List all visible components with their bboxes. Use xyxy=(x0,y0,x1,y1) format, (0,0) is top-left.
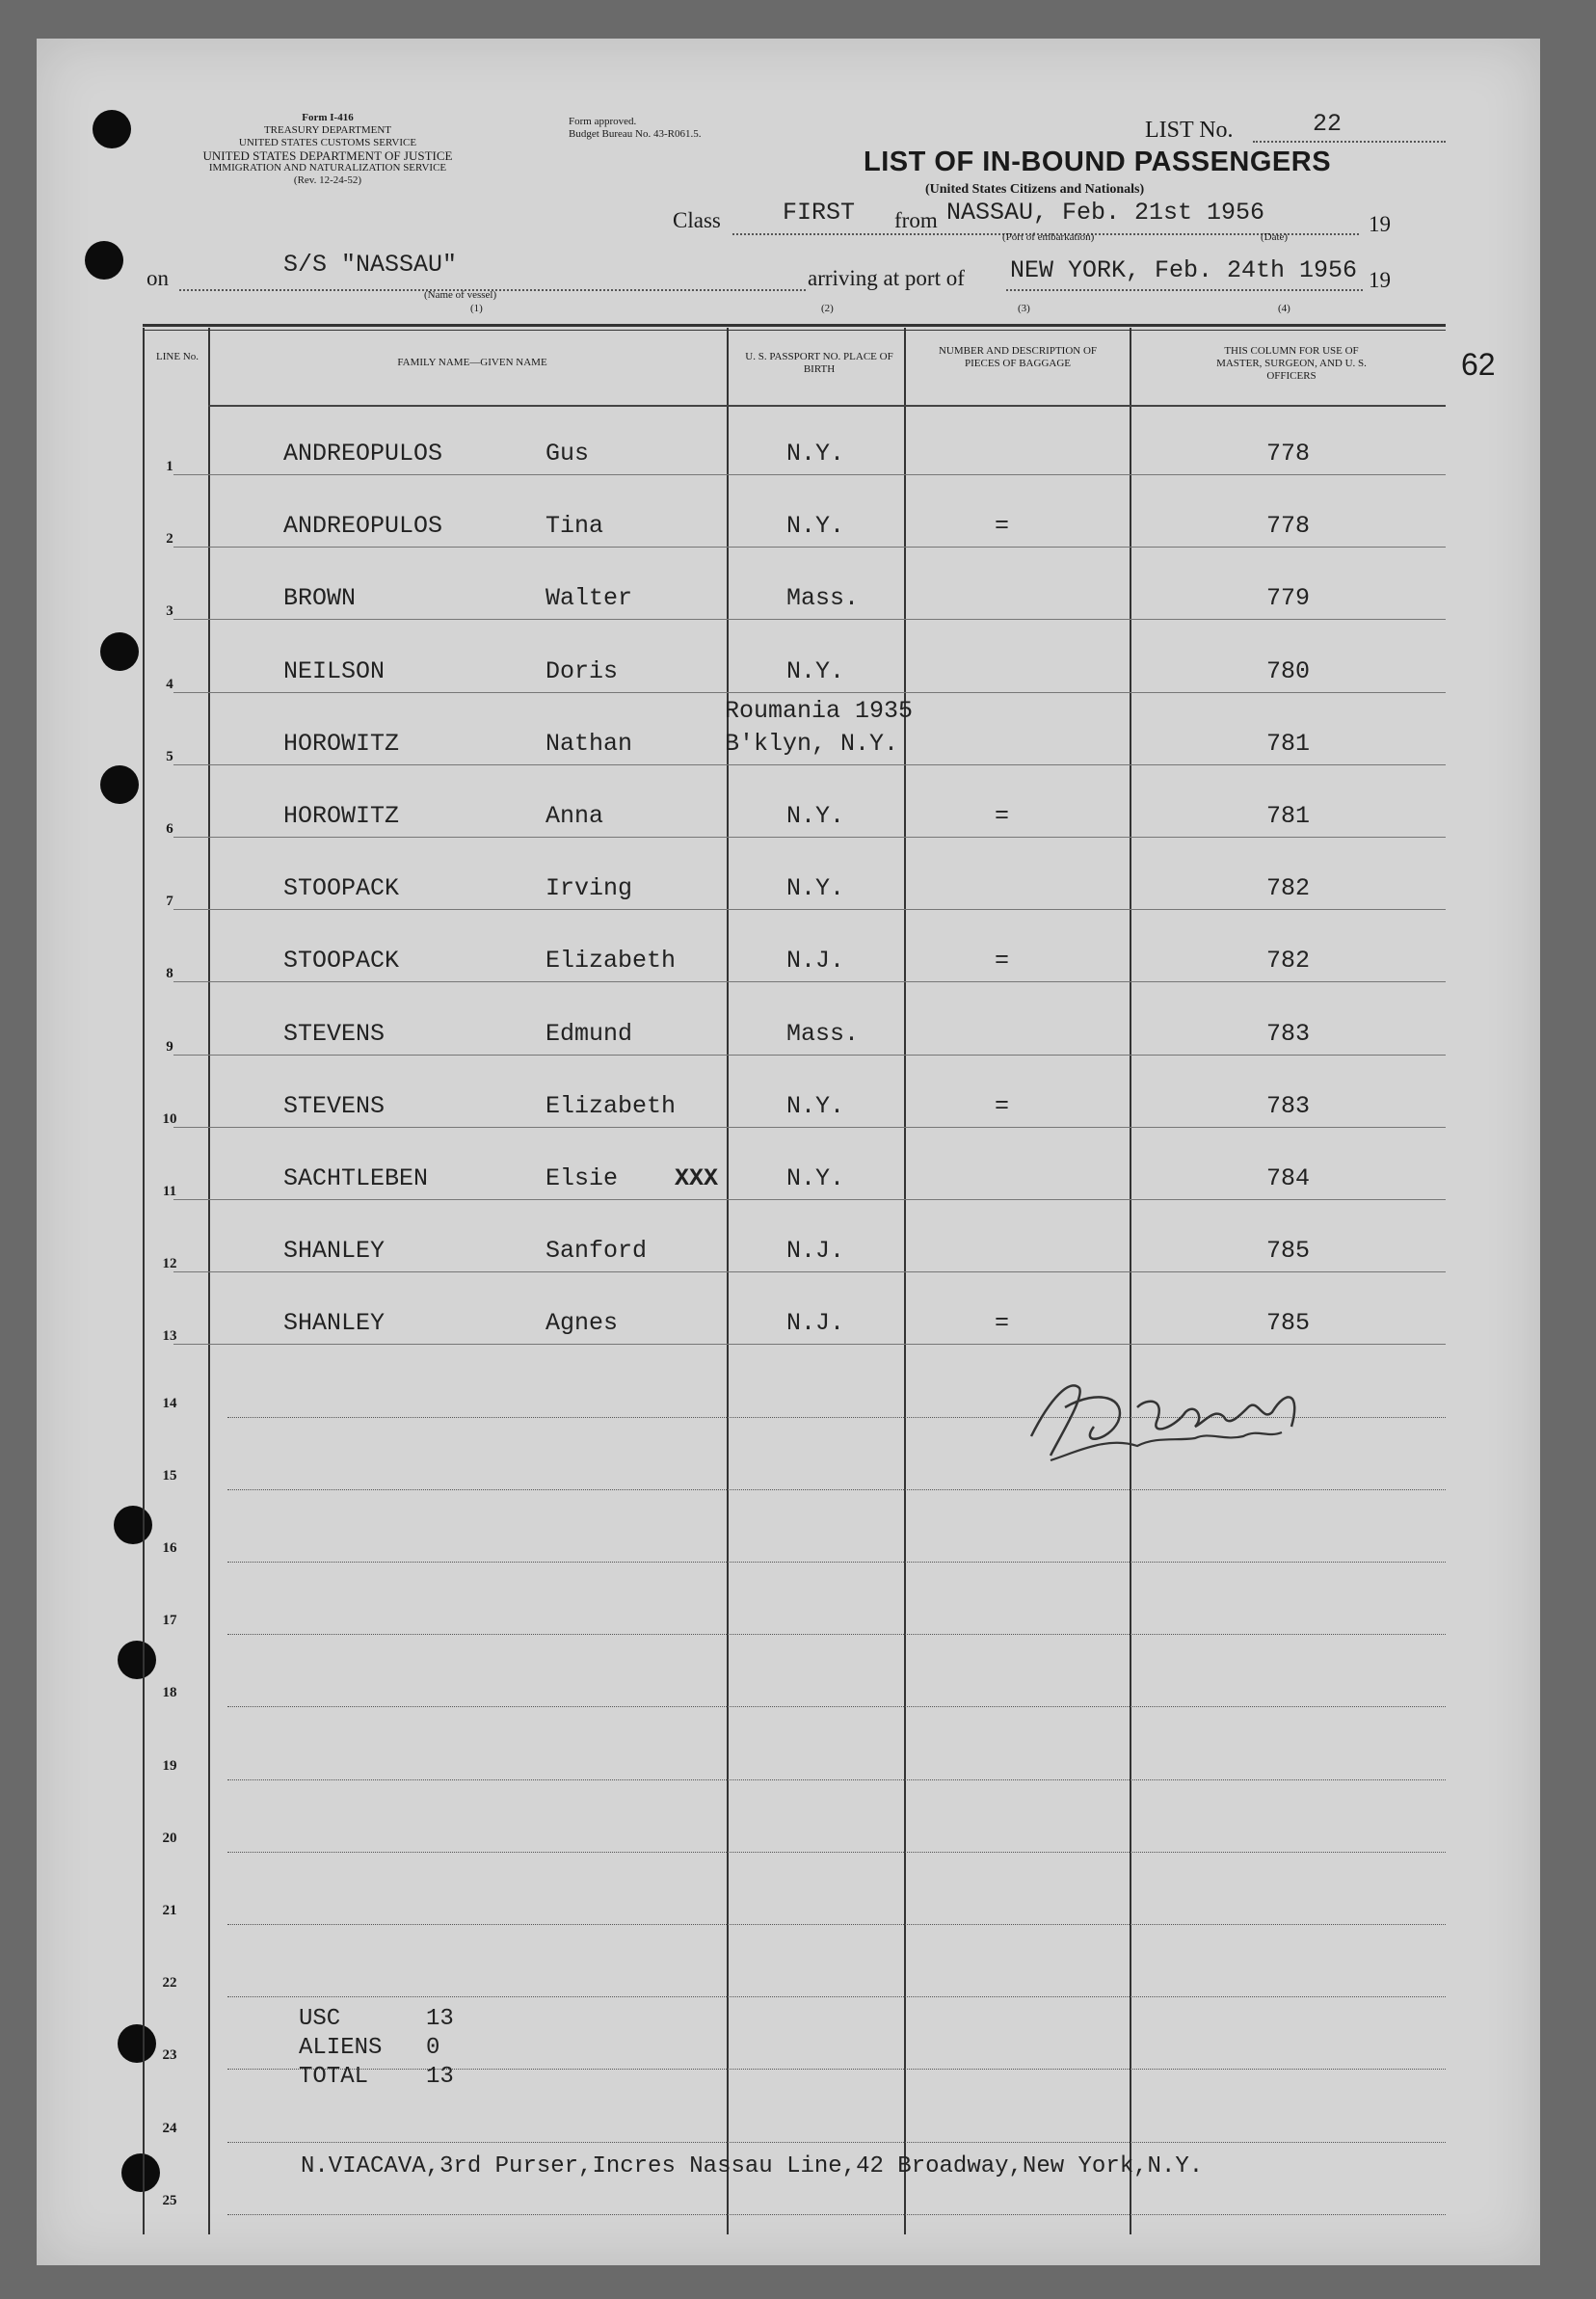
line-number: 3 xyxy=(166,603,173,620)
birth-place: N.Y. xyxy=(786,874,845,903)
line-number: 9 xyxy=(166,1038,173,1055)
totals-block xyxy=(299,2005,454,2092)
line-number: 24 xyxy=(162,2120,177,2136)
family-name: SACHTLEBEN xyxy=(283,1164,429,1192)
line-number: 2 xyxy=(166,531,173,548)
line-number: 15 xyxy=(162,1467,177,1484)
family-name: SHANLEY xyxy=(283,1237,386,1266)
family-name: HOROWITZ xyxy=(283,729,400,758)
baggage-mark: = xyxy=(995,1309,1010,1338)
arrival-value: NEW YORK, Feb. 24th 1956 xyxy=(1010,256,1358,284)
total-value: 13 xyxy=(426,2064,454,2090)
birth-place: N.J. xyxy=(786,947,845,976)
date-label: (Date) xyxy=(1261,231,1289,243)
on-label: on xyxy=(146,266,169,290)
line-number: 6 xyxy=(166,821,173,837)
customs-label: UNITED STATES CUSTOMS SERVICE xyxy=(238,137,417,148)
from-label: from xyxy=(894,208,938,232)
empty-line-rule xyxy=(227,1996,1446,1997)
family-name: STOOPACK xyxy=(283,874,400,903)
aliens-label: ALIENS xyxy=(299,2035,383,2061)
family-name: ANDREOPULOS xyxy=(283,512,443,541)
officer-number: 782 xyxy=(1266,947,1311,976)
list-no-label: LIST No. xyxy=(1145,118,1234,143)
treasury-label: TREASURY DEPARTMENT xyxy=(263,124,392,136)
form-number: Form I-416 xyxy=(302,112,354,123)
port-embark-label: (Port of embarkation) xyxy=(1002,231,1095,243)
given-name: Elizabeth xyxy=(545,1091,677,1120)
line-number: 13 xyxy=(162,1328,177,1345)
officer-number: 783 xyxy=(1266,1091,1311,1120)
given-name: Tina xyxy=(545,512,604,541)
line-number: 18 xyxy=(162,1685,177,1701)
officer-number: 781 xyxy=(1266,802,1311,830)
punch-hole xyxy=(85,241,123,280)
line-number: 16 xyxy=(162,1540,177,1556)
list-no-value: 22 xyxy=(1313,110,1343,138)
empty-line-rule xyxy=(227,1779,1446,1780)
year-suffix: 19 xyxy=(1369,212,1391,236)
baggage-mark: = xyxy=(995,947,1010,976)
line-number: 14 xyxy=(162,1395,177,1411)
given-name: Edmund xyxy=(545,1019,633,1048)
empty-line-rule xyxy=(227,1924,1446,1925)
empty-line-rule xyxy=(227,1562,1446,1563)
header-line-no: LINE No. xyxy=(156,351,199,362)
signature xyxy=(1012,1369,1340,1475)
family-name: STEVENS xyxy=(283,1019,386,1048)
line-number: 8 xyxy=(166,966,173,982)
form-approved-label: Form approved. xyxy=(569,116,637,127)
empty-line-rule xyxy=(227,1852,1446,1853)
given-name: Elsie xyxy=(545,1164,619,1192)
given-name: Anna xyxy=(545,802,604,830)
header-name: FAMILY NAME—GIVEN NAME xyxy=(397,357,547,368)
officer-number: 778 xyxy=(1266,440,1311,468)
line-number: 20 xyxy=(162,1830,177,1846)
line-number: 17 xyxy=(162,1613,177,1629)
header-passport: U. S. PASSPORT NO. PLACE OF BIRTH xyxy=(745,351,893,375)
line-number: 1 xyxy=(166,459,173,474)
officer-number: 780 xyxy=(1266,656,1311,685)
line-number: 21 xyxy=(162,1903,177,1918)
family-name: STOOPACK xyxy=(283,947,400,976)
budget-bureau-label: Budget Bureau No. 43-R061.5. xyxy=(569,128,702,140)
struck-text: XXX xyxy=(675,1164,719,1192)
punch-hole xyxy=(93,110,131,148)
officer-number: 785 xyxy=(1266,1309,1311,1338)
vessel-name: S/S "NASSAU" xyxy=(283,251,458,279)
revision-label: (Rev. 12-24-52) xyxy=(293,174,362,186)
header-baggage: NUMBER AND DESCRIPTION OF PIECES OF BAGGAGE xyxy=(938,345,1098,369)
given-name: Elizabeth xyxy=(545,947,677,976)
line-number: 7 xyxy=(166,894,173,910)
page-title: LIST OF IN-BOUND PASSENGERS xyxy=(864,147,1332,177)
given-name: Gus xyxy=(545,440,590,468)
given-name: Sanford xyxy=(545,1237,648,1266)
birth-place: N.Y. xyxy=(786,802,845,830)
usc-label: USC xyxy=(299,2006,341,2032)
line-number: 19 xyxy=(162,1757,177,1774)
justice-label: UNITED STATES DEPARTMENT OF JUSTICE xyxy=(202,148,453,163)
class-label: Class xyxy=(673,208,721,232)
birth-place: Mass. xyxy=(786,1019,860,1048)
birth-place: N.J. xyxy=(786,1309,845,1338)
punch-hole xyxy=(100,765,139,804)
from-value: NASSAU, Feb. 21st 1956 xyxy=(946,199,1265,227)
officer-number: 779 xyxy=(1266,584,1311,613)
birth-place: N.Y. xyxy=(786,656,845,685)
line-number: 12 xyxy=(162,1256,177,1272)
approval-block xyxy=(569,116,701,141)
line-number: 4 xyxy=(166,676,173,692)
officer-number: 785 xyxy=(1266,1237,1311,1266)
given-name: Irving xyxy=(545,874,633,903)
col-num-2: (2) xyxy=(821,303,834,314)
usc-value: 13 xyxy=(426,2006,454,2032)
col-num-1: (1) xyxy=(470,303,483,314)
given-name: Walter xyxy=(545,584,633,613)
family-name: NEILSON xyxy=(283,656,386,685)
arriving-label: arriving at port of xyxy=(808,266,965,290)
family-name: STEVENS xyxy=(283,1091,386,1120)
form-agency-block xyxy=(145,112,511,187)
birth-place: N.Y. xyxy=(786,440,845,468)
class-value: FIRST xyxy=(783,199,856,227)
empty-line-rule xyxy=(227,1706,1446,1707)
birth-place: N.Y. xyxy=(786,1091,845,1120)
header-officers: THIS COLUMN FOR USE OF MASTER, SURGEON, AND U. S. OFFICERS xyxy=(1216,345,1367,382)
family-name: ANDREOPULOS xyxy=(283,440,443,468)
given-name: Agnes xyxy=(545,1309,619,1338)
officer-number: 784 xyxy=(1266,1164,1311,1192)
given-name: Doris xyxy=(545,656,619,685)
aliens-value: 0 xyxy=(426,2035,440,2061)
baggage-mark: = xyxy=(995,802,1010,830)
birth-place-prior: Roumania 1935 xyxy=(725,696,914,725)
page-number: 62 xyxy=(1461,347,1496,382)
family-name: SHANLEY xyxy=(283,1309,386,1338)
year-suffix-2: 19 xyxy=(1369,268,1391,292)
officer-number: 782 xyxy=(1266,874,1311,903)
line-number: 23 xyxy=(162,2047,177,2064)
line-number: 10 xyxy=(162,1110,177,1127)
family-name: BROWN xyxy=(283,584,357,613)
page-subtitle: (United States Citizens and Nationals) xyxy=(925,182,1145,197)
vessel-label: (Name of vessel) xyxy=(424,289,497,301)
punch-hole xyxy=(100,632,139,671)
birth-place: N.J. xyxy=(786,1237,845,1266)
officer-number: 783 xyxy=(1266,1019,1311,1048)
officer-number: 778 xyxy=(1266,512,1311,541)
empty-line-rule xyxy=(227,2142,1446,2143)
col-num-4: (4) xyxy=(1278,303,1290,314)
line-number: 25 xyxy=(162,2192,177,2208)
total-label: TOTAL xyxy=(299,2064,369,2090)
family-name: HOROWITZ xyxy=(283,802,400,830)
empty-line-rule xyxy=(227,2214,1446,2215)
empty-line-rule xyxy=(227,1634,1446,1635)
line-number: 5 xyxy=(166,748,173,764)
line-number: 22 xyxy=(162,1975,177,1992)
baggage-mark: = xyxy=(995,512,1010,541)
purser-line: N.VIACAVA,3rd Purser,Incres Nassau Line,42 Broadway,New York,N.Y. xyxy=(301,2153,1204,2179)
birth-place: B'klyn, N.Y. xyxy=(725,729,899,758)
birth-place: N.Y. xyxy=(786,1164,845,1192)
birth-place: N.Y. xyxy=(786,512,845,541)
col-num-3: (3) xyxy=(1018,303,1030,314)
line-number: 11 xyxy=(162,1184,177,1199)
birth-place: Mass. xyxy=(786,584,860,613)
officer-number: 781 xyxy=(1266,729,1311,758)
baggage-mark: = xyxy=(995,1091,1010,1120)
empty-line-rule xyxy=(227,1489,1446,1490)
given-name: Nathan xyxy=(545,729,633,758)
ins-label: IMMIGRATION AND NATURALIZATION SERVICE xyxy=(208,162,447,174)
